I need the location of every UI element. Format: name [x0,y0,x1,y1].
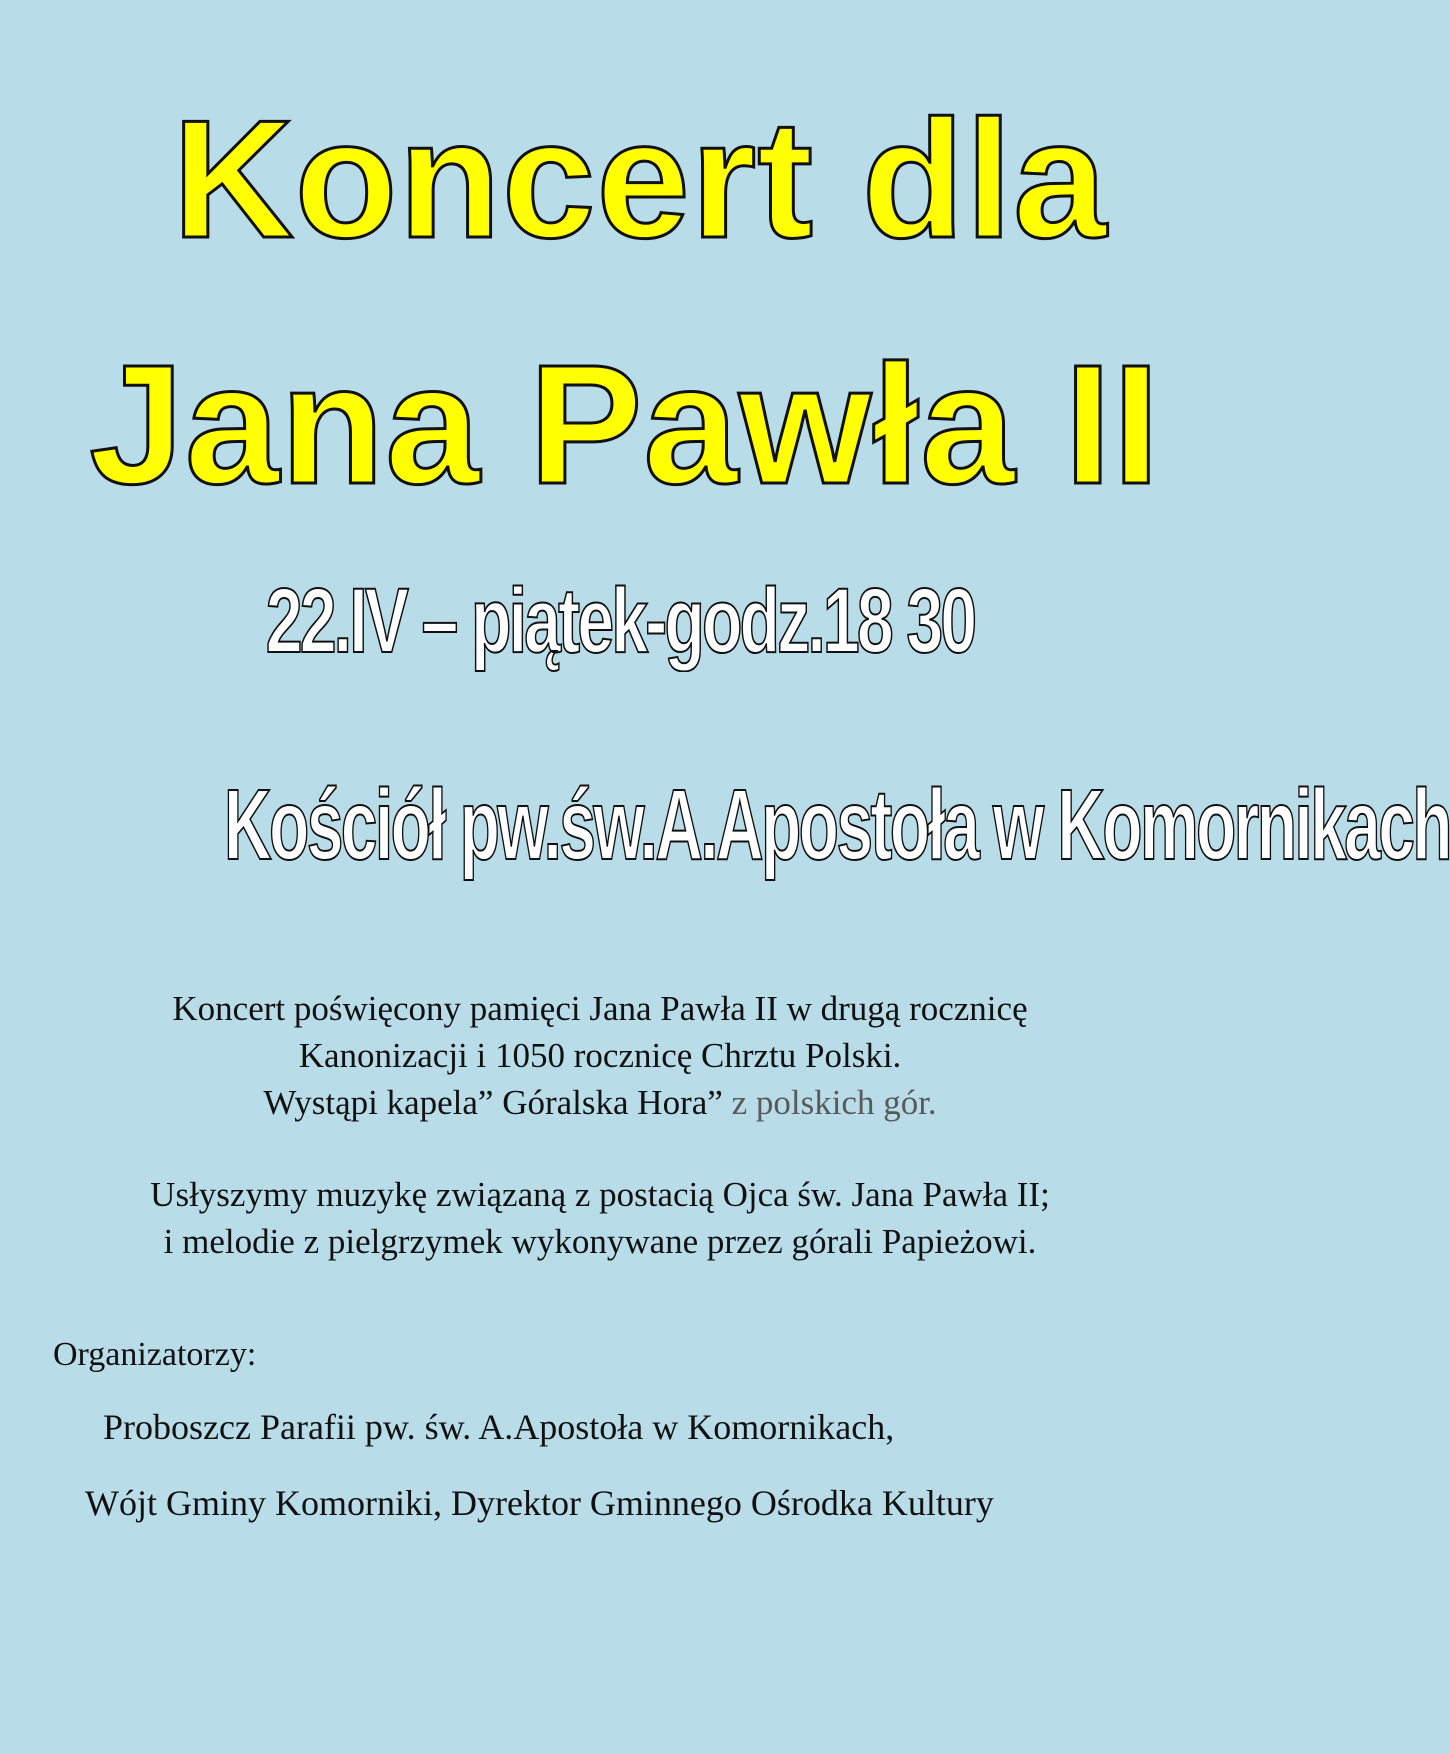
description-line-3 [0,1081,1200,1125]
organizers-heading: Organizatorzy: [53,1336,257,1373]
poster-title-line-1: Koncert dla [172,85,1108,273]
description-line-3-grey: z polskich gór. [731,1083,937,1122]
organizer-line-1: Proboszcz Parafii pw. św. A.Apostoła w Komornikach, [103,1407,895,1447]
music-line-1: Usłyszymy muzykę związaną z postacią Ojca św. Jana Pawła II; [150,1175,1050,1214]
poster-title-line-2: Jana Pawła II [89,330,1161,520]
description-line-1: Koncert poświęcony pamięci Jana Pawła II w drugą rocznicę [172,989,1028,1028]
music-line-2: i melodie z pielgrzymek wykonywane przez górali Papieżowi. [163,1222,1037,1261]
description-line-2: Kanonizacji i 1050 rocznicę Chrztu Polski. [298,1036,902,1075]
event-venue: Kościół pw.św.A.Apostoła w Komornikach [223,769,1450,881]
organizer-line-2: Wójt Gminy Komorniki, Dyrektor Gminnego Ośrodka Kultury [85,1483,994,1523]
event-date-time: 22.IV – piątek-godz.18 30 [265,570,975,672]
description-line-3-main: Wystąpi kapela” Góralska Hora” [263,1083,732,1122]
